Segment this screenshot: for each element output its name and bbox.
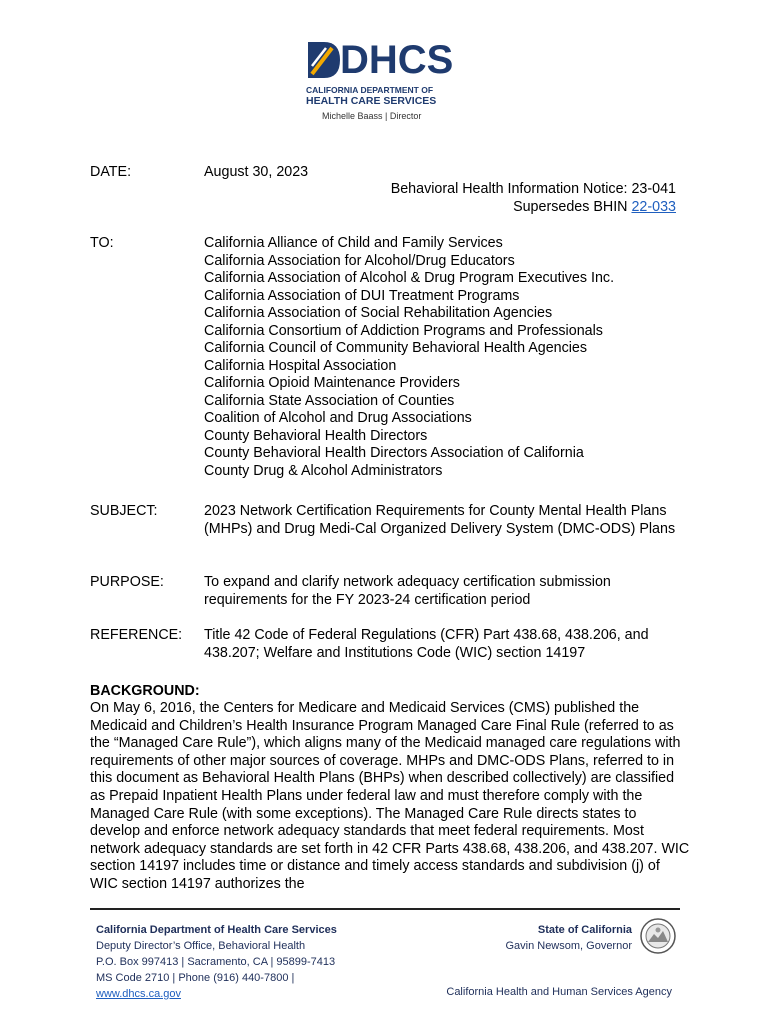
notice-block (391, 181, 676, 216)
list-item: California Opioid Maintenance Providers (204, 375, 460, 391)
list-item: California Consortium of Addiction Programs and Professionals (204, 322, 603, 339)
list-item: County Drug & Alcohol Administrators (204, 462, 443, 479)
list-item: Coalition of Alcohol and Drug Associations (204, 410, 472, 426)
footer-address: P.O. Box 997413 | Sacramento, CA | 95899-7413 (96, 956, 336, 968)
supersedes-line (391, 199, 676, 217)
list-item: California State Association of Counties (204, 392, 455, 409)
notice-number: Behavioral Health Information Notice: 23-041 (390, 181, 676, 197)
reference-label: REFERENCE: (90, 627, 183, 643)
footer-office: Deputy Director’s Office, Behavioral Health (96, 940, 306, 952)
supersedes-link[interactable]: 22-033 (631, 198, 676, 215)
state-seal-icon (640, 918, 676, 954)
footer-state (505, 922, 632, 954)
purpose-value: To expand and clarify network adequacy certification submission requirements for the FY 2023-24 certification period (204, 574, 611, 608)
logo-line-1: CALIFORNIA DEPARTMENT OF (306, 85, 434, 95)
list-item: California Council of Community Behavioral Health Agencies (204, 340, 588, 356)
list-item: County Behavioral Health Directors Association of California (204, 445, 584, 461)
list-item: California Hospital Association (204, 357, 397, 374)
list-item: County Behavioral Health Directors (204, 427, 428, 444)
background-body: On May 6, 2016, the Centers for Medicare and Medicaid Services (CMS) published the Medicaid and Children’s Health Insurance Program Managed Care Final Rule (referred to as the “Managed Care Rule”), which aligns many of the Medicaid managed care regulations with requirements of other major sources of coverage. MHPs and DMC-ODS Plans, referred to in this document as Behavioral Health Plans (BHPs) when described collectively) are classified as Prepaid Inpatient Health Plans under federal law and must therefore comply with the Managed Care Rule (with some exceptions). The Managed Care Rule directs states to develop and enforce network adequacy standards that meet federal requirements. Most network adequacy standards are set forth in 42 CFR Parts 438.68, 438.206, and 438.207. WIC section 14197 includes time or distance and timely access standards and subdivision (j) of WIC section 14197 authorizes the (90, 700, 690, 892)
footer-divider (90, 908, 680, 910)
date-value: August 30, 2023 (204, 164, 309, 180)
background-heading: BACKGROUND: (90, 683, 200, 699)
logo-wordmark: DHCS (340, 38, 454, 82)
list-item: California Association of DUI Treatment Programs (204, 287, 520, 304)
list-item: California Association of Alcohol & Drug Program Executives Inc. (204, 270, 615, 286)
dhcs-emblem-icon (306, 40, 340, 80)
list-item: California Association for Alcohol/Drug Educators (204, 252, 515, 269)
to-list (204, 235, 684, 480)
footer-dept: California Department of Health Care Services (96, 924, 337, 936)
logo-director: Michelle Baass | Director (322, 111, 422, 121)
date-label: DATE: (90, 164, 132, 180)
subject-label: SUBJECT: (90, 503, 158, 519)
reference-value: Title 42 Code of Federal Regulations (CFR) Part 438.68, 438.206, and 438.207; Welfare and Institutions Code (WIC) section 14197 (204, 627, 649, 661)
footer-contact (96, 922, 337, 1002)
subject-value: 2023 Network Certification Requirements for County Mental Health Plans (MHPs) and Drug Medi-Cal Organized Delivery System (DMC-ODS) Plans (204, 503, 676, 537)
footer-ms-code: MS Code 2710 | Phone (916) 440-7800 | (96, 972, 295, 984)
footer-state-name: State of California (537, 924, 632, 936)
list-item: California Association of Social Rehabilitation Agencies (204, 305, 553, 321)
supersedes-prefix: Supersedes BHIN (513, 198, 632, 215)
footer-agency: California Health and Human Services Agency (446, 986, 672, 998)
footer-website-link[interactable]: www.dhcs.ca.gov (96, 988, 181, 1000)
list-item: California Alliance of Child and Family Services (204, 235, 503, 251)
to-label: TO: (90, 235, 114, 251)
footer-governor: Gavin Newsom, Governor (505, 940, 632, 952)
purpose-label: PURPOSE: (90, 574, 164, 590)
logo-line-2: HEALTH CARE SERVICES (306, 95, 437, 107)
dhcs-logo (300, 38, 454, 126)
